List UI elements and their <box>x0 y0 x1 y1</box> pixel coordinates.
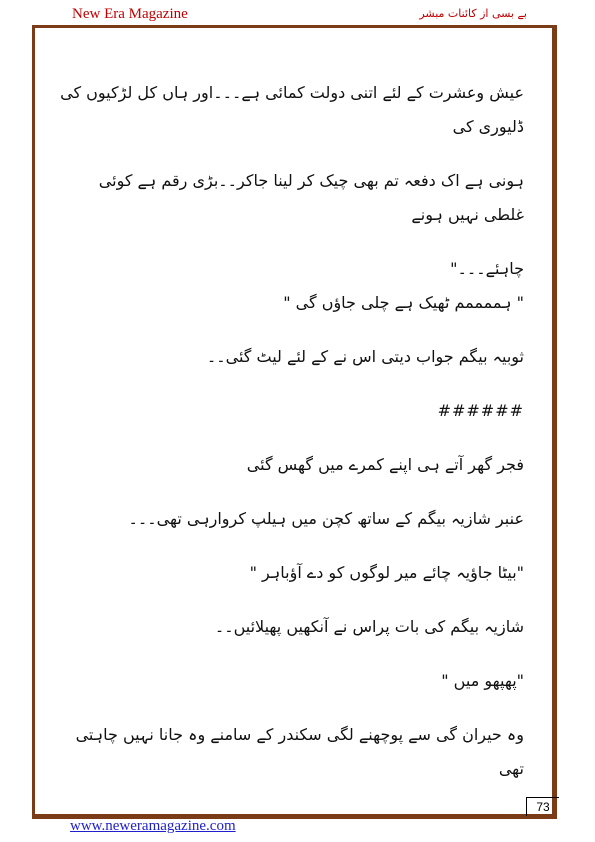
dialogue-line: " ہممممم ٹھیک ہے چلی جاؤں گی " <box>283 293 524 312</box>
magazine-name: New Era Magazine <box>72 6 188 22</box>
paragraph: فجر گھر آتے ہی اپنے کمرے میں گھس گئی <box>246 455 524 474</box>
paragraph: شازیہ بیگم کی بات پراس نے آنکھیں پھیلائیں۔۔ <box>214 617 524 636</box>
section-break: ###### <box>437 401 524 420</box>
paragraph: ہونی ہے اک دفعہ تم بھی چیک کر لینا جاکر۔۔بڑی رقم ہے کوئی غلطی نہیں ہونے <box>98 171 524 224</box>
paragraph: ثوبیہ بیگم جواب دیتی اس نے کے لئے لیٹ گئی۔۔ <box>206 347 524 366</box>
novel-title: بے بسی از کائنات مبشر <box>419 7 527 20</box>
dialogue-line: "پھپھو میں " <box>441 671 524 690</box>
paragraph: چاہئے۔۔۔" <box>450 259 524 278</box>
paragraph: وہ حیران گی سے پوچھنے لگی سکندر کے سامنے وہ جانا نہیں چاہتی تھی <box>75 725 524 778</box>
dialogue-line: "بیٹا جاؤیہ چائے میر لوگوں کو دے آؤباہر " <box>249 563 524 582</box>
paragraph: عیش وعشرت کے لئے اتنی دولت کمائی ہے۔۔۔اور ہاں کل لڑکیوں کی ڈلیوری کی <box>60 83 524 136</box>
page-number: 73 <box>526 797 559 816</box>
story-text <box>60 76 524 786</box>
website-link[interactable]: www.neweramagazine.com <box>70 818 236 834</box>
paragraph: عنبر شازیہ بیگم کے ساتھ کچن میں ہیلپ کروارہی تھی۔۔۔ <box>128 509 524 528</box>
